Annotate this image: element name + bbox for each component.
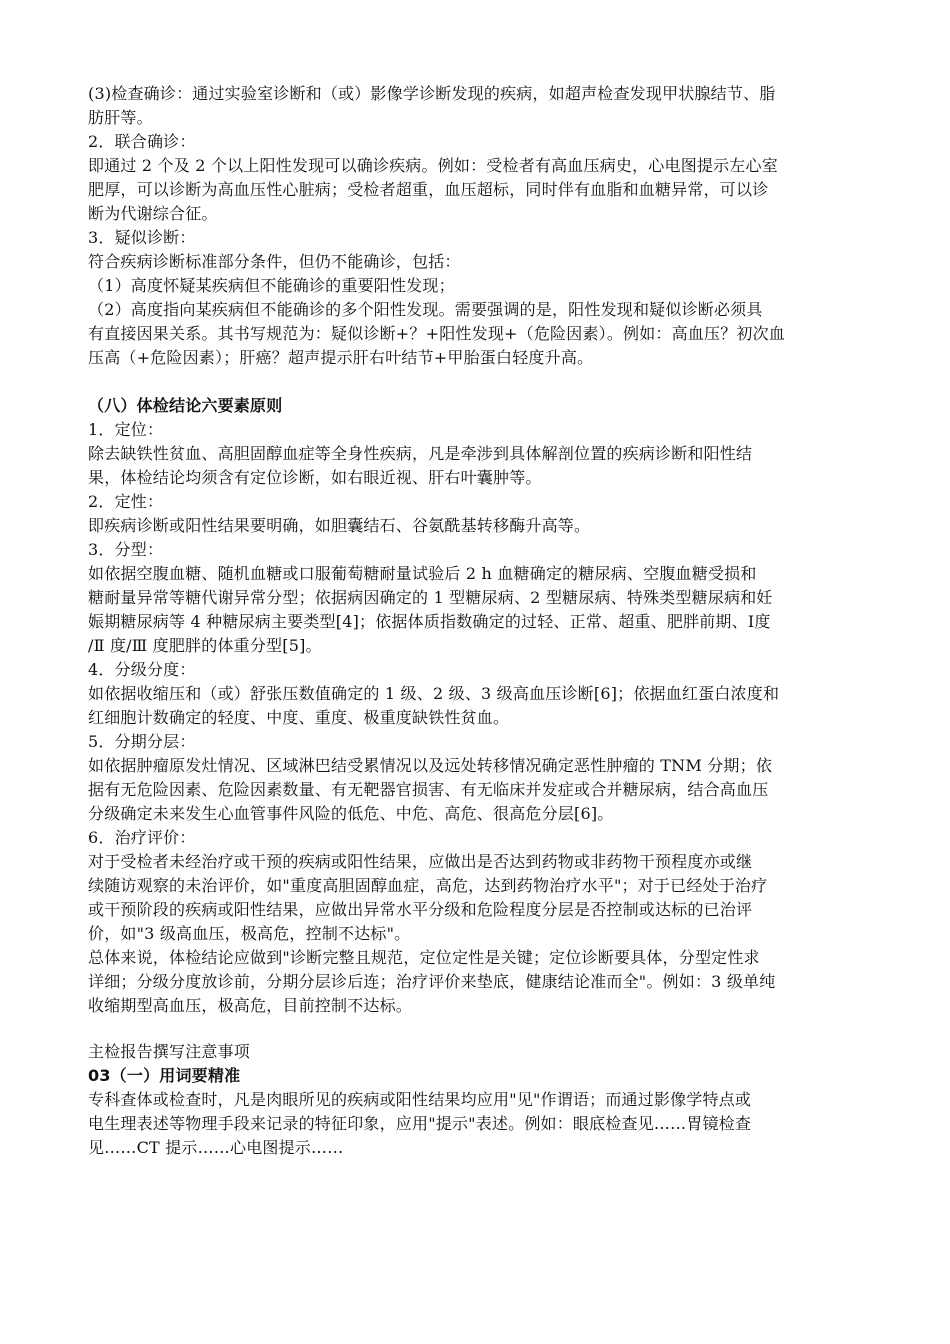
text-line: （1）高度怀疑某疾病但不能确诊的重要阳性发现； <box>88 276 455 295</box>
text-line: 除去缺铁性贫血、高胆固醇血症等全身性疾病，凡是牵涉到具体解剖位置的疾病诊断和阳性结 <box>88 444 753 463</box>
text-line: 肪肝等。 <box>88 108 153 127</box>
report-title: 主检报告撰写注意事项 <box>88 1042 251 1061</box>
text-line: 2．联合确诊： <box>88 132 196 151</box>
text-line: 果，体检结论均须含有定位诊断，如右眼近视、肝右叶囊肿等。 <box>88 468 542 487</box>
text-line: 符合疾病诊断标准部分条件，但仍不能确诊，包括： <box>88 252 461 271</box>
text-line: 专科查体或检查时，凡是肉眼所见的疾病或阳性结果均应用"见"作谓语；而通过影像学特点或 <box>88 1090 752 1109</box>
text-line: 红细胞计数确定的轻度、中度、重度、极重度缺铁性贫血。 <box>88 708 510 727</box>
top-section <box>88 82 878 370</box>
text-line: 价，如"3 级高血压，极高危，控制不达标"。 <box>88 924 411 943</box>
text-line: 5．分期分层： <box>88 732 196 751</box>
text-line: 总体来说，体检结论应做到"诊断完整且规范，定位定性是关键；定位诊断要具体，分型定性求 <box>88 948 760 967</box>
text-line: (3)检查确诊：通过实验室诊断和（或）影像学诊断发现的疾病，如超声检查发现甲状腺结节、脂 <box>88 84 776 103</box>
text-line: 压高（+危险因素）；肝癌？超声提示肝右叶结节+甲胎蛋白轻度升高。 <box>88 348 594 367</box>
document-page <box>88 82 878 1160</box>
text-line: 有直接因果关系。其书写规范为：疑似诊断+？+阳性发现+（危险因素）。例如：高血压？初次血 <box>88 324 786 343</box>
text-line: 娠期糖尿病等 4 种糖尿病主要类型[4]；依据体质指数确定的过轻、正常、超重、肥胖前期、Ⅰ度 <box>88 612 771 631</box>
text-line: 即疾病诊断或阳性结果要明确，如胆囊结石、谷氨酰基转移酶升高等。 <box>88 516 591 535</box>
text-line: 1．定位： <box>88 420 164 439</box>
text-line: 电生理表述等物理手段来记录的特征印象，应用"提示"表述。例如：眼底检查见……胃镜检查 <box>88 1114 752 1133</box>
text-line: 肥厚，可以诊断为高血压性心脏病；受检者超重，血压超标，同时伴有血脂和血糖异常，可以诊 <box>88 180 769 199</box>
text-line: 续随访观察的未治评价，如"重度高胆固醇血症，高危，达到药物治疗水平"；对于已经处于治疗 <box>88 876 768 895</box>
text-line: 据有无危险因素、危险因素数量、有无靶器官损害、有无临床并发症或合并糖尿病，结合高血压 <box>88 780 769 799</box>
text-line: （2）高度指向某疾病但不能确诊的多个阳性发现。需要强调的是，阳性发现和疑似诊断必须具 <box>88 300 763 319</box>
text-line: 见……CT 提示……心电图提示…… <box>88 1138 344 1157</box>
text-line: 3．分型： <box>88 540 164 559</box>
text-line: 详细；分级分度放诊前，分期分层诊后连；治疗评价来垫底，健康结论准而全"。例如：3 级单纯 <box>88 972 776 991</box>
text-line: 4．分级分度： <box>88 660 196 679</box>
text-line: 6．治疗评价： <box>88 828 196 847</box>
section-heading: （八）体检结论六要素原则 <box>88 396 283 415</box>
text-line: 2．定性： <box>88 492 164 511</box>
text-line: 如依据空腹血糖、随机血糖或口服葡萄糖耐量试验后 2 h 血糖确定的糖尿病、空腹血糖受损和 <box>88 564 757 583</box>
text-line: 糖耐量异常等糖代谢异常分型；依据病因确定的 1 型糖尿病、2 型糖尿病、特殊类型糖尿病和妊 <box>88 588 773 607</box>
text-line: 3．疑似诊断： <box>88 228 196 247</box>
text-line: /Ⅱ 度/Ⅲ 度肥胖的体重分型[5]。 <box>88 636 322 655</box>
text-line: 或干预阶段的疾病或阳性结果，应做出异常水平分级和危险程度分层是否控制或达标的已治评 <box>88 900 753 919</box>
text-line: 断为代谢综合征。 <box>88 204 218 223</box>
text-line: 即通过 2 个及 2 个以上阳性发现可以确诊疾病。例如：受检者有高血压病史，心电图提示左心室 <box>88 156 778 175</box>
section-eight <box>88 394 878 1018</box>
text-line: 如依据肿瘤原发灶情况、区域淋巴结受累情况以及远处转移情况确定恶性肿瘤的 TNM 分期；依 <box>88 756 773 775</box>
text-line: 收缩期型高血压，极高危，目前控制不达标。 <box>88 996 413 1015</box>
text-line: 如依据收缩压和（或）舒张压数值确定的 1 级、2 级、3 级高血压诊断[6]；依据血红蛋白浓度和 <box>88 684 780 703</box>
text-line: 对于受检者未经治疗或干预的疾病或阳性结果，应做出是否达到药物或非药物干预程度亦或继 <box>88 852 753 871</box>
report-section <box>88 1040 878 1160</box>
text-line: 分级确定未来发生心血管事件风险的低危、中危、高危、很高危分层[6]。 <box>88 804 614 823</box>
section-subheading: 03（一）用词要精准 <box>88 1066 241 1085</box>
